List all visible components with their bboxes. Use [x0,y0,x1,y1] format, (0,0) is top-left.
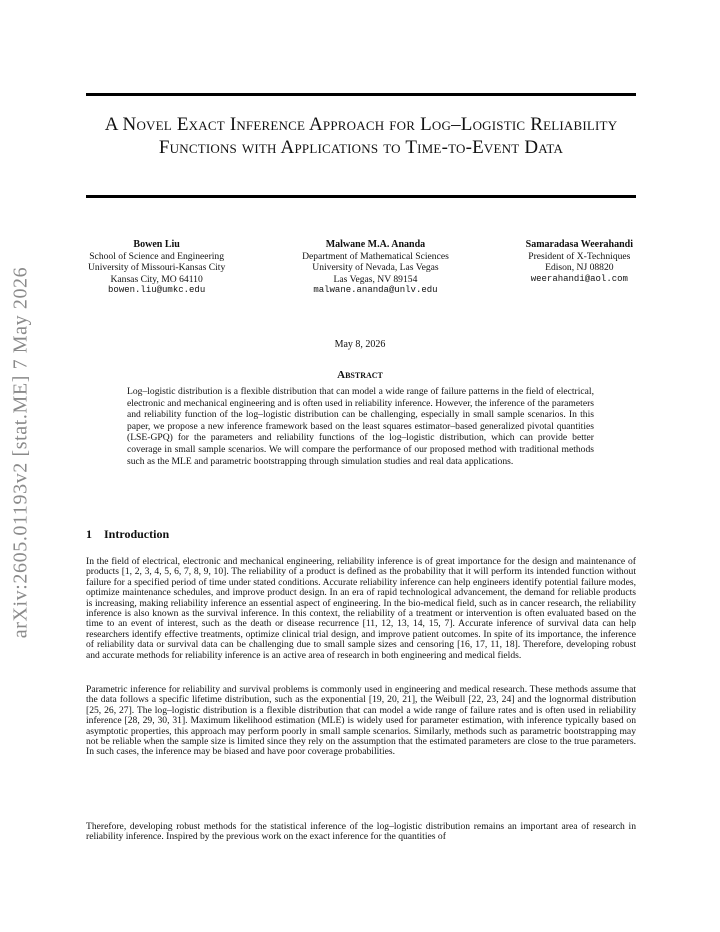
body-paragraph: Therefore, developing robust methods for the statistical inference of the log–logistic distribution remains an important area of research in reliability inference. Inspired by the previous work on the exact inference for the quantities of [86,821,636,843]
author-name: Bowen Liu [133,239,180,250]
author-2 [302,239,449,297]
author-institution: University of Nevada, Las Vegas [312,262,439,273]
section-number: 1 [86,527,92,541]
author-institution: Edison, NJ 08820 [545,262,614,273]
author-name: Malwane M.A. Ananda [325,239,426,250]
author-department: President of X-Techniques [528,250,631,262]
author-email[interactable]: bowen.liu@umkc.edu [108,285,206,295]
author-email[interactable]: weerahandi@aol.com [530,273,628,284]
arxiv-identifier-text: arXiv:2605.01193v2 [stat.ME] 7 May 2026 [9,266,32,638]
abstract-text: Log–logistic distribution is a flexible distribution that can model a wide range of failure patterns in the field of electrical, electronic and mechanical engineering and is often used in reliability inference. However, the inference of the parameters and reliability function of the log–logistic distribution can be challenging, especially in small sample scenarios. In this paper, we propose a new inference framework based on the least squares estimator–based generalized pivotal quantities (LSE-GPQ) for the parameters and reliability functions of the log–logistic distribution, which can provide better coverage in small sample scenarios. We will compare the performance of our proposed method with traditional methods such as the MLE and parametric bootstrapping through simulation studies and real data applications. [127,386,594,467]
abstract-heading: Abstract [337,369,383,381]
paper-title: A Novel Exact Inference Approach for Log–Logistic Reliability Functions with Applications to Time-to-Event Data [104,114,618,158]
author-address: Las Vegas, NV 89154 [333,273,418,285]
body-paragraph: Parametric inference for reliability and survival problems is commonly used in engineering and medical research. These methods assume that the data follows a specific lifetime distribution, such as the exponential [19, 20, 21], the Weibull [22, 23, 24] and the lognormal distribution [25, 26, 27]. The log–logistic distribution is a flexible distribution that can model a wide range of failure rates and is often used in reliability inference [28, 29, 30, 31]. Maximum likelihood estimation (MLE) is widely used for parameter estimation, with inference typically based on asymptotic properties, this approach may perform poorly in small sample scenarios. Similarly, methods such as parametric bootstrapping may not be reliable when the sample size is limited since they rely on the assumption that the estimated parameters are close to the true parameters. In such cases, the inference may be biased and have poor coverage probabilities. [86,684,636,758]
author-1 [88,239,225,297]
section-title: Introduction [104,527,170,541]
author-department: School of Science and Engineering [89,250,225,262]
title-top-rule [86,93,636,96]
author-name: Samaradasa Weerahandi [525,239,633,250]
author-email[interactable]: malwane.ananda@unlv.edu [313,285,438,295]
paper-date: May 8, 2026 [334,339,386,350]
author-address: Kansas City, MO 64110 [110,273,203,285]
author-block [88,239,633,297]
title-bottom-rule [86,195,636,198]
author-institution: University of Missouri-Kansas City [88,262,226,273]
author-3 [526,239,633,297]
arxiv-identifier [0,256,42,648]
body-paragraph: In the field of electrical, electronic and mechanical engineering, reliability inference is of great importance for the design and maintenance of products [1, 2, 3, 4, 5, 6, 7, 8, 9, 10]. The reliability of a product is defined as the probability that it will perform its intended function without failure for a specified period of time under stated conditions. Accurate reliability inference can help engineers identify potential failure modes, optimize maintenance schedules, and improve product design. In an era of rapid technological advancement, the demand for reliable products is increasing, making reliability inference an essential aspect of engineering. In the bio-medical field, such as in cancer research, the reliability inference is also known as the survival inference. In this context, the reliability of a treatment or intervention is often evaluated based on the time to an event of interest, such as the death or disease recurrence [11, 12, 13, 14, 15, 7]. Accurate inference of survival data can help researchers identify effective treatments, optimize clinical trial design, and improve patient outcomes. In spite of its importance, the inference of reliability data or survival data can be challenging due to small sample sizes and censoring [16, 17, 11, 18]. Therefore, developing robust and accurate methods for reliability inference is an active area of research in both engineering and medical fields. [86,556,636,661]
author-department: Department of Mathematical Sciences [302,250,449,262]
section-heading [86,527,169,542]
